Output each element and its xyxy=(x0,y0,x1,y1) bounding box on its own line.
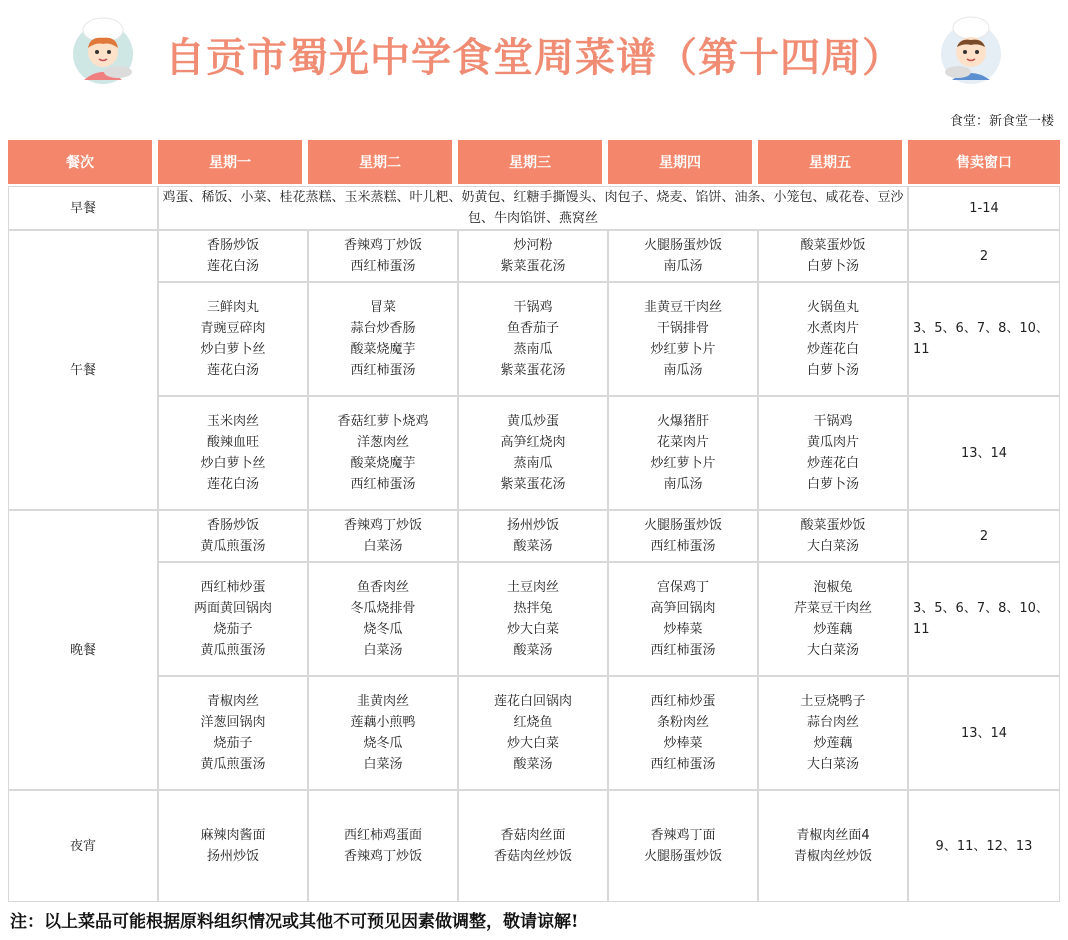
day-cell xyxy=(158,230,308,282)
dish: 蒜台肉丝 xyxy=(806,715,859,730)
dish: 冒菜 xyxy=(369,300,396,315)
meal-label: 午餐 xyxy=(8,230,158,510)
dish: 蒸南瓜 xyxy=(513,456,553,471)
window-cell: 1-14 xyxy=(908,186,1060,230)
col-window: 售卖窗口 xyxy=(908,140,1060,186)
dish: 烧冬瓜 xyxy=(363,736,403,751)
dish: 烧茄子 xyxy=(213,622,253,637)
dish: 红烧鱼 xyxy=(513,715,553,730)
dish: 三鲜肉丸 xyxy=(206,300,259,315)
dish: 土豆烧鸭子 xyxy=(800,694,866,709)
day-cell xyxy=(458,510,608,562)
day-cell xyxy=(458,396,608,510)
table-row xyxy=(8,562,1060,676)
col-thursday: 星期四 xyxy=(608,140,758,186)
meal-label: 夜宵 xyxy=(8,790,158,902)
dish: 青椒肉丝 xyxy=(206,694,259,709)
day-cell xyxy=(758,562,908,676)
day-cell xyxy=(458,676,608,790)
dish: 炒莲花白 xyxy=(806,342,859,357)
day-cell xyxy=(758,282,908,396)
dish: 酸菜蛋炒饭 xyxy=(800,518,866,533)
footer-note: 注：以上菜品可能根据原料组织情况或其他不可预见因素做调整，敬请谅解! xyxy=(10,912,579,932)
menu-table xyxy=(8,140,1060,902)
window-cell: 13、14 xyxy=(908,676,1060,790)
dish: 洋葱回锅肉 xyxy=(200,715,266,730)
dish: 白菜汤 xyxy=(363,643,403,658)
dish: 香辣鸡丁面 xyxy=(650,828,716,843)
dish: 烧茄子 xyxy=(213,736,253,751)
dish: 香辣鸡丁炒饭 xyxy=(343,238,422,253)
dish: 酸辣血旺 xyxy=(206,435,259,450)
dish: 西红柿炒蛋 xyxy=(650,694,716,709)
day-cell xyxy=(608,562,758,676)
window-cell: 3、5、6、7、8、10、11 xyxy=(908,282,1060,396)
meal-label: 早餐 xyxy=(8,186,158,230)
dish: 麻辣肉酱面 xyxy=(200,828,266,843)
dish: 黄瓜煎蛋汤 xyxy=(200,539,266,554)
dish: 炒莲花白 xyxy=(806,456,859,471)
dish: 炒大白菜 xyxy=(506,622,559,637)
window-cell: 13、14 xyxy=(908,396,1060,510)
dish: 炒红萝卜片 xyxy=(650,342,716,357)
dish: 扬州炒饭 xyxy=(506,518,559,533)
day-cell xyxy=(308,396,458,510)
dish: 泡椒兔 xyxy=(813,580,853,595)
dish: 炒莲藕 xyxy=(813,736,853,751)
dish: 韭黄肉丝 xyxy=(356,694,409,709)
col-meal: 餐次 xyxy=(8,140,158,186)
dish: 西红柿蛋汤 xyxy=(350,259,416,274)
dish: 热拌兔 xyxy=(513,601,553,616)
table-row xyxy=(8,510,1060,562)
day-cell xyxy=(158,676,308,790)
day-cell xyxy=(308,790,458,902)
dish: 白菜汤 xyxy=(363,757,403,772)
dish: 黄瓜煎蛋汤 xyxy=(200,757,266,772)
dish: 黄瓜煎蛋汤 xyxy=(200,643,266,658)
dish: 炒白萝卜丝 xyxy=(200,456,266,471)
col-friday: 星期五 xyxy=(758,140,908,186)
dish: 白萝卜汤 xyxy=(806,477,859,492)
day-cell xyxy=(308,282,458,396)
canteen-label: 食堂：新食堂一楼 xyxy=(949,114,1054,129)
dish: 炒棒菜 xyxy=(663,622,703,637)
dish: 酸菜蛋炒饭 xyxy=(800,238,866,253)
dish: 洋葱肉丝 xyxy=(356,435,409,450)
dish: 鱼香茄子 xyxy=(506,321,559,336)
dish: 南瓜汤 xyxy=(663,363,703,378)
dish: 紫菜蛋花汤 xyxy=(500,363,566,378)
dish: 水煮肉片 xyxy=(806,321,859,336)
dish: 酸菜烧魔芋 xyxy=(350,456,416,471)
dish: 炒白萝卜丝 xyxy=(200,342,266,357)
dish: 酸菜汤 xyxy=(513,757,553,772)
day-cell xyxy=(158,790,308,902)
dish: 香肠炒饭 xyxy=(206,518,259,533)
dish: 大白菜汤 xyxy=(806,757,859,772)
day-cell xyxy=(158,282,308,396)
dish: 扬州炒饭 xyxy=(206,849,259,864)
meal-label: 晚餐 xyxy=(8,510,158,790)
day-cell xyxy=(458,230,608,282)
day-cell xyxy=(458,562,608,676)
dish: 大白菜汤 xyxy=(806,643,859,658)
day-cell xyxy=(308,676,458,790)
day-cell xyxy=(758,230,908,282)
dish: 炒河粉 xyxy=(513,238,553,253)
dish: 紫菜蛋花汤 xyxy=(500,259,566,274)
dish: 花菜肉片 xyxy=(656,435,709,450)
day-cell xyxy=(608,230,758,282)
dish: 蒸南瓜 xyxy=(513,342,553,357)
day-cell xyxy=(608,282,758,396)
dish: 青豌豆碎肉 xyxy=(200,321,266,336)
dish: 韭黄豆干肉丝 xyxy=(643,300,722,315)
dish: 西红柿炒蛋 xyxy=(200,580,266,595)
table-row xyxy=(8,676,1060,790)
dish: 干锅排骨 xyxy=(656,321,709,336)
dish: 条粉肉丝 xyxy=(656,715,709,730)
day-cell xyxy=(308,230,458,282)
dish: 炒红萝卜片 xyxy=(650,456,716,471)
dish: 香辣鸡丁炒饭 xyxy=(343,518,422,533)
dish: 白菜汤 xyxy=(363,539,403,554)
dish: 干锅鸡 xyxy=(813,414,853,429)
dish: 芹菜豆干肉丝 xyxy=(793,601,872,616)
dish: 冬瓜烧排骨 xyxy=(350,601,416,616)
col-tuesday: 星期二 xyxy=(308,140,458,186)
dish: 高笋红烧肉 xyxy=(500,435,566,450)
day-cell xyxy=(158,396,308,510)
chef-icon xyxy=(938,14,1004,84)
day-cell xyxy=(608,396,758,510)
dish: 香菇肉丝面 xyxy=(500,828,566,843)
page-title: 自贡市蜀光中学食堂周菜谱（第十四周） xyxy=(165,35,903,81)
dish: 黄瓜肉片 xyxy=(806,435,859,450)
dish: 炒大白菜 xyxy=(506,736,559,751)
col-monday: 星期一 xyxy=(158,140,308,186)
dish: 土豆肉丝 xyxy=(506,580,559,595)
dish: 青椒肉丝面4 xyxy=(796,828,870,843)
dish: 火腿肠蛋炒饭 xyxy=(643,849,722,864)
dish: 南瓜汤 xyxy=(663,477,703,492)
day-cell xyxy=(758,396,908,510)
dish: 西红柿蛋汤 xyxy=(650,643,716,658)
dish: 黄瓜炒蛋 xyxy=(506,414,559,429)
day-cell xyxy=(758,510,908,562)
dish: 蒜台炒香肠 xyxy=(350,321,416,336)
dish: 西红柿蛋汤 xyxy=(650,539,716,554)
window-cell: 3、5、6、7、8、10、11 xyxy=(908,562,1060,676)
day-cell xyxy=(758,790,908,902)
dish: 香菇红萝卜烧鸡 xyxy=(337,414,429,429)
dish: 西红柿蛋汤 xyxy=(350,363,416,378)
dish: 炒莲藕 xyxy=(813,622,853,637)
supper-row xyxy=(8,790,1060,902)
dish: 白萝卜汤 xyxy=(806,259,859,274)
dish: 火腿肠蛋炒饭 xyxy=(643,238,722,253)
table-row xyxy=(8,396,1060,510)
day-cell xyxy=(608,790,758,902)
window-cell: 9、11、12、13 xyxy=(908,790,1060,902)
dish: 西红柿鸡蛋面 xyxy=(343,828,422,843)
dish: 西红柿蛋汤 xyxy=(350,477,416,492)
table-row xyxy=(8,282,1060,396)
dish: 香肠炒饭 xyxy=(206,238,259,253)
dish: 莲花白汤 xyxy=(206,363,259,378)
dish: 火爆猪肝 xyxy=(656,414,709,429)
window-cell: 2 xyxy=(908,510,1060,562)
dish: 南瓜汤 xyxy=(663,259,703,274)
dish: 香辣鸡丁炒饭 xyxy=(343,849,422,864)
col-wednesday: 星期三 xyxy=(458,140,608,186)
dish: 宫保鸡丁 xyxy=(656,580,709,595)
dish: 莲花白汤 xyxy=(206,477,259,492)
breakfast-row xyxy=(8,186,1060,230)
day-cell xyxy=(608,510,758,562)
dish: 高笋回锅肉 xyxy=(650,601,716,616)
window-cell: 2 xyxy=(908,230,1060,282)
dish: 烧冬瓜 xyxy=(363,622,403,637)
dish: 莲花白回锅肉 xyxy=(493,694,572,709)
dish: 两面黄回锅肉 xyxy=(193,601,272,616)
day-cell xyxy=(158,562,308,676)
day-cell xyxy=(158,510,308,562)
dish: 青椒肉丝炒饭 xyxy=(793,849,872,864)
dish: 火锅鱼丸 xyxy=(806,300,859,315)
dish: 火腿肠蛋炒饭 xyxy=(643,518,722,533)
dish: 酸菜烧魔芋 xyxy=(350,342,416,357)
dish: 香菇肉丝炒饭 xyxy=(493,849,572,864)
dish: 莲花白汤 xyxy=(206,259,259,274)
dish: 鱼香肉丝 xyxy=(356,580,409,595)
dish: 干锅鸡 xyxy=(513,300,553,315)
dish: 大白菜汤 xyxy=(806,539,859,554)
dish: 酸菜汤 xyxy=(513,539,553,554)
table-row xyxy=(8,230,1060,282)
breakfast-items: 鸡蛋、稀饭、小菜、桂花蒸糕、玉米蒸糕、叶儿粑、奶黄包、红糖手撕馒头、肉包子、烧麦、馅饼、油条、小笼包、咸花卷、豆沙包、牛肉馅饼、燕窝丝 xyxy=(158,186,908,230)
dish: 白萝卜汤 xyxy=(806,363,859,378)
day-cell xyxy=(308,562,458,676)
day-cell xyxy=(458,790,608,902)
dish: 酸菜汤 xyxy=(513,643,553,658)
day-cell xyxy=(308,510,458,562)
dish: 玉米肉丝 xyxy=(206,414,259,429)
header-row xyxy=(8,140,1060,186)
dish: 莲藕小煎鸭 xyxy=(350,715,416,730)
day-cell xyxy=(758,676,908,790)
dish: 紫菜蛋花汤 xyxy=(500,477,566,492)
day-cell xyxy=(458,282,608,396)
title-bar xyxy=(0,12,1068,92)
day-cell xyxy=(608,676,758,790)
dish: 炒棒菜 xyxy=(663,736,703,751)
dish: 西红柿蛋汤 xyxy=(650,757,716,772)
